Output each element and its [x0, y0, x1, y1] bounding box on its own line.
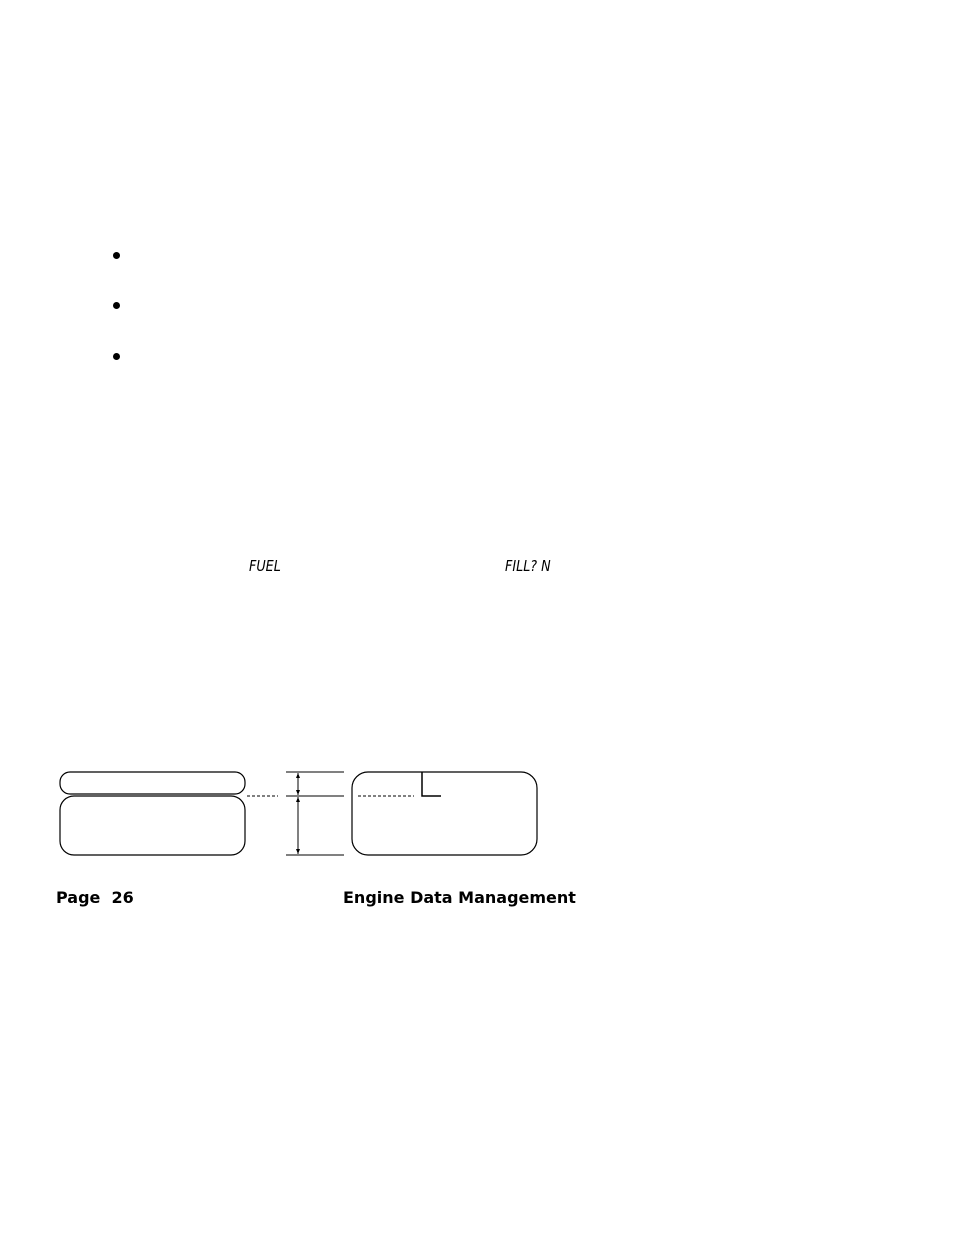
bullet-marker	[113, 302, 120, 309]
left-top-box	[60, 772, 245, 794]
arrowhead-up	[296, 797, 300, 802]
tank-diagram	[0, 760, 560, 870]
bullet-marker	[113, 353, 120, 360]
left-main-box	[60, 796, 245, 855]
arrowhead-up	[296, 773, 300, 778]
bullet-marker	[113, 252, 120, 259]
right-tank-box	[352, 772, 537, 855]
arrowhead-down	[296, 849, 300, 854]
display-word-fuel: FUEL	[249, 557, 281, 575]
display-word-fill: FILL? N	[505, 557, 551, 575]
arrowhead-down	[296, 790, 300, 795]
page-number: Page 26	[56, 888, 134, 907]
footer-title: Engine Data Management	[343, 888, 576, 907]
filler-neck	[422, 772, 441, 796]
